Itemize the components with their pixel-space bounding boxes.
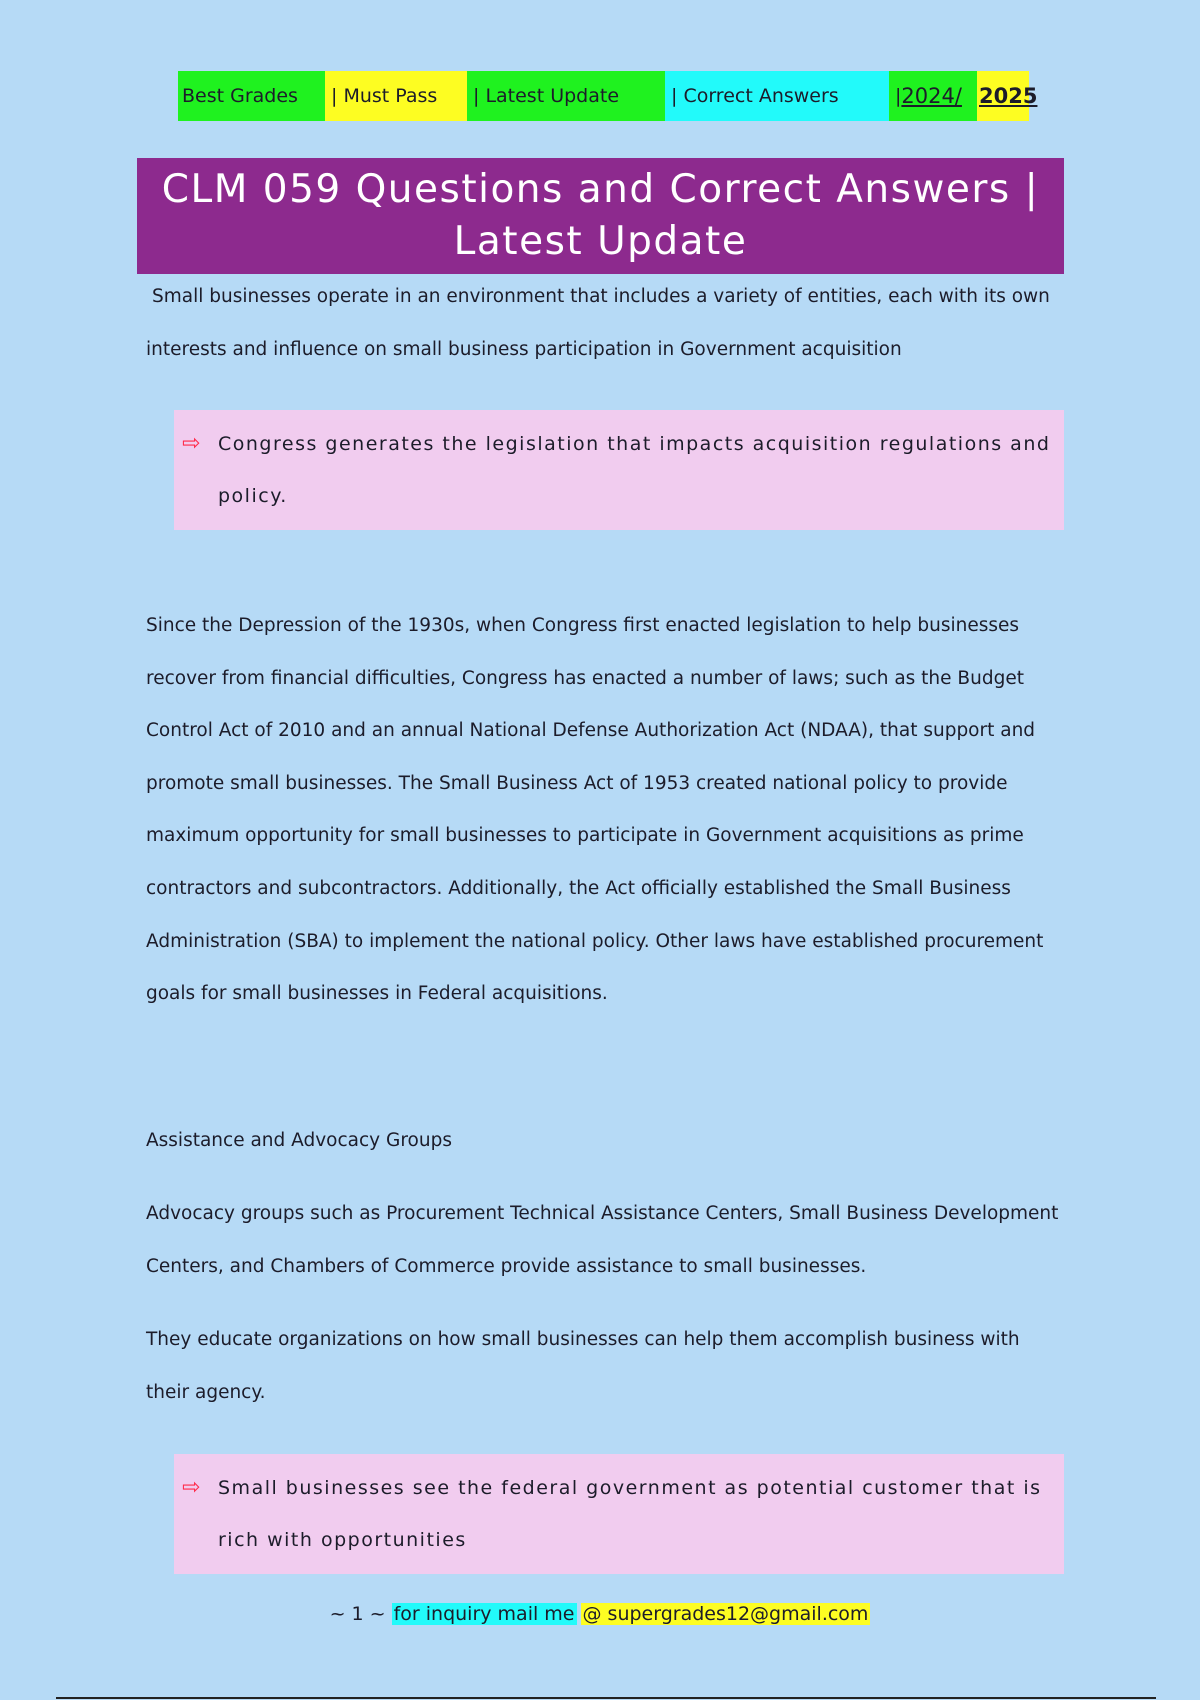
tag-best-grades: Best Grades <box>178 71 325 121</box>
advocacy-paragraph: Advocacy groups such as Procurement Technical Assistance Centers, Small Business Development Centers, and Chambers of Commerce provide assistance to small businesses. <box>146 1203 1059 1277</box>
tag-year-a <box>889 71 977 121</box>
header-tag-bar <box>178 71 1038 121</box>
document-title-banner <box>137 158 1064 274</box>
callout-opportunities-text: Small businesses see the federal government as potential customer that is rich with opportunities <box>218 1477 1042 1551</box>
tag-must-pass: | Must Pass <box>325 71 467 121</box>
arrow-icon: ⇨ <box>182 431 202 456</box>
intro-paragraph: Small businesses operate in an environment that includes a variety of entities, each with its own interests and influence on small business participation in Government acquisition <box>146 286 1050 360</box>
tag-correct-answers: | Correct Answers <box>665 71 889 121</box>
callout-opportunities <box>174 1454 1064 1574</box>
educate-paragraph: They educate organizations on how small businesses can help them accomplish business with their agency. <box>146 1329 1020 1403</box>
callout-congress <box>174 410 1064 530</box>
tag-year-b: 2025 <box>977 71 1029 121</box>
tag-year-a-text: 2024/ <box>901 84 962 108</box>
footer-inquiry: for inquiry mail me <box>393 1603 575 1625</box>
footer-email[interactable]: @ supergrades12@gmail.com <box>582 1603 869 1625</box>
depression-paragraph: Since the Depression of the 1930s, when Congress first enacted legislation to help businesses recover from financial difficulties, Congress has enacted a number of laws; such as the Budget Control Act of 2010 and an annual National Defense Authorization Act (NDAA), that support and promote small businesses. The Small Business Act of 1953 created national policy to provide maximum opportunity for small businesses to participate in Government acquisitions as prime contractors and subcontractors. Additionally, the Act officially established the Small Business Administration (SBA) to implement the national policy. Other laws have established procurement goals for small businesses in Federal acquisitions. <box>146 615 1044 1005</box>
page-number: ~ 1 ~ <box>329 1603 386 1625</box>
tag-year-prefix: | <box>895 85 902 107</box>
title-line-1: CLM 059 Questions and Correct Answers | <box>161 167 1040 212</box>
bottom-divider <box>56 1697 1156 1699</box>
title-line-2: Latest Update <box>453 219 748 264</box>
section-heading: Assistance and Advocacy Groups <box>146 1130 452 1151</box>
arrow-icon: ⇨ <box>182 1475 202 1500</box>
callout-congress-text: Congress generates the legislation that impacts acquisition regulations and policy. <box>218 433 1051 507</box>
page-footer <box>0 1599 1200 1629</box>
tag-latest-update: | Latest Update <box>467 71 665 121</box>
